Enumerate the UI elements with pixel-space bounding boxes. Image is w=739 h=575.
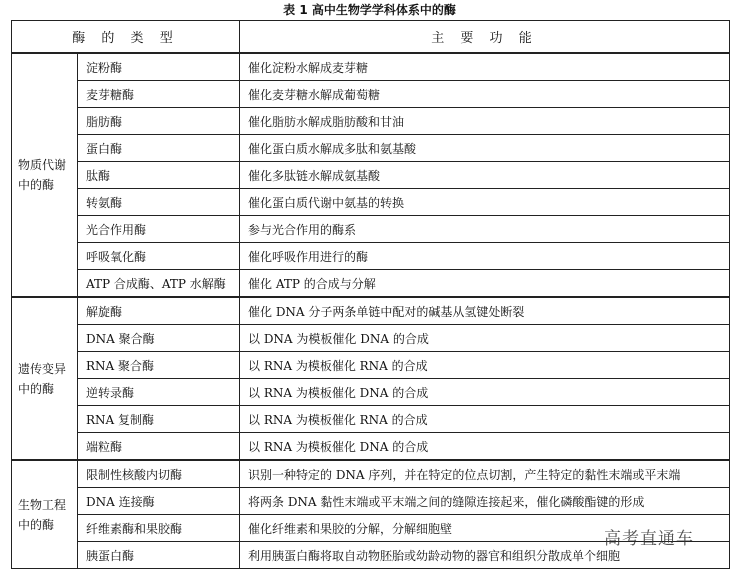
table-row — [12, 352, 730, 379]
enzyme-function-cell: 以 RNA 为模板催化 RNA 的合成 — [240, 352, 730, 379]
table-row — [12, 325, 730, 352]
table-row — [12, 460, 730, 488]
enzyme-name-cell: 麦芽糖酶 — [78, 81, 240, 108]
enzyme-name-cell: 纤维素酶和果胶酶 — [78, 515, 240, 542]
header-enzyme-type: 酶 的 类 型 — [12, 21, 240, 54]
table-row — [12, 406, 730, 433]
enzyme-name-cell: RNA 复制酶 — [78, 406, 240, 433]
enzyme-function-cell: 催化呼吸作用进行的酶 — [240, 243, 730, 270]
enzyme-table — [11, 20, 730, 569]
enzyme-name-cell: 肽酶 — [78, 162, 240, 189]
enzyme-name-cell: RNA 聚合酶 — [78, 352, 240, 379]
category-cell: 遗传变异中的酶 — [12, 297, 78, 460]
enzyme-name-cell: 限制性核酸内切酶 — [78, 460, 240, 488]
watermark: 高考直通车 — [604, 529, 694, 549]
enzyme-name-cell: 解旋酶 — [78, 297, 240, 325]
enzyme-name-cell: DNA 连接酶 — [78, 488, 240, 515]
table-row — [12, 433, 730, 461]
enzyme-name-cell: 呼吸氧化酶 — [78, 243, 240, 270]
enzyme-function-cell: 利用胰蛋白酶将取自动物胚胎或幼龄动物的器官和组织分散成单个细胞 — [240, 542, 730, 569]
enzyme-name-cell: 端粒酶 — [78, 433, 240, 461]
table-row — [12, 216, 730, 243]
table-row — [12, 53, 730, 81]
enzyme-function-cell: 催化纤维素和果胶的分解，分解细胞壁 — [240, 515, 730, 542]
enzyme-name-cell: 淀粉酶 — [78, 53, 240, 81]
table-row — [12, 243, 730, 270]
enzyme-function-cell: 催化 ATP 的合成与分解 — [240, 270, 730, 298]
enzyme-function-cell: 催化多肽链水解成氨基酸 — [240, 162, 730, 189]
enzyme-function-cell: 催化蛋白质水解成多肽和氨基酸 — [240, 135, 730, 162]
table-header-row — [12, 21, 730, 54]
enzyme-name-cell: 脂肪酶 — [78, 108, 240, 135]
table-body — [12, 53, 730, 569]
enzyme-function-cell: 以 RNA 为模板催化 DNA 的合成 — [240, 433, 730, 461]
table-row — [12, 488, 730, 515]
enzyme-function-cell: 催化淀粉水解成麦芽糖 — [240, 53, 730, 81]
enzyme-function-cell: 以 RNA 为模板催化 DNA 的合成 — [240, 379, 730, 406]
table-row — [12, 162, 730, 189]
category-cell: 生物工程中的酶 — [12, 460, 78, 569]
enzyme-name-cell: 光合作用酶 — [78, 216, 240, 243]
category-cell: 物质代谢中的酶 — [12, 53, 78, 297]
enzyme-name-cell: 胰蛋白酶 — [78, 542, 240, 569]
enzyme-function-cell: 催化 DNA 分子两条单链中配对的碱基从氢键处断裂 — [240, 297, 730, 325]
table-row — [12, 270, 730, 298]
enzyme-function-cell: 以 DNA 为模板催化 DNA 的合成 — [240, 325, 730, 352]
enzyme-name-cell: 逆转录酶 — [78, 379, 240, 406]
enzyme-function-cell: 将两条 DNA 黏性末端或平末端之间的缝隙连接起来，催化磷酸酯键的形成 — [240, 488, 730, 515]
header-main-function: 主 要 功 能 — [240, 21, 730, 54]
enzyme-name-cell: DNA 聚合酶 — [78, 325, 240, 352]
table-row — [12, 135, 730, 162]
enzyme-name-cell: 转氨酶 — [78, 189, 240, 216]
table-row — [12, 108, 730, 135]
table-row — [12, 379, 730, 406]
enzyme-name-cell: ATP 合成酶、ATP 水解酶 — [78, 270, 240, 298]
enzyme-function-cell: 催化麦芽糖水解成葡萄糖 — [240, 81, 730, 108]
table-row — [12, 189, 730, 216]
enzyme-name-cell: 蛋白酶 — [78, 135, 240, 162]
enzyme-function-cell: 以 RNA 为模板催化 RNA 的合成 — [240, 406, 730, 433]
table-row — [12, 81, 730, 108]
table-caption: 表 1 高中生物学学科体系中的酶 — [283, 3, 456, 17]
table-row — [12, 297, 730, 325]
enzyme-function-cell: 催化蛋白质代谢中氨基的转换 — [240, 189, 730, 216]
enzyme-function-cell: 参与光合作用的酶系 — [240, 216, 730, 243]
enzyme-function-cell: 催化脂肪水解成脂肪酸和甘油 — [240, 108, 730, 135]
enzyme-function-cell: 识别一种特定的 DNA 序列，并在特定的位点切割，产生特定的黏性末端或平末端 — [240, 460, 730, 488]
